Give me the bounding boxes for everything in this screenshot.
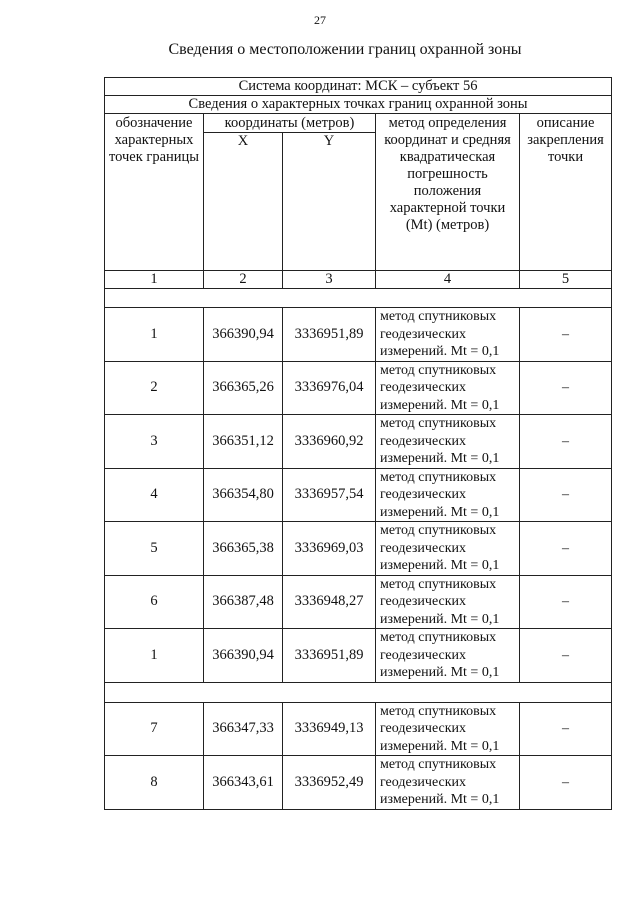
y-coordinate-cell: 3336960,92 [283,415,376,469]
x-coordinate-cell: 366387,48 [204,575,283,629]
point-cell: 3 [105,415,204,469]
y-coordinate-cell: 3336951,89 [283,308,376,362]
table-row [105,308,612,362]
table-row [105,361,612,415]
x-coordinate-cell: 366354,80 [204,468,283,522]
group-separator [105,289,612,308]
table-group-2 [105,702,612,809]
header-x: X [204,133,283,271]
x-coordinate-cell: 366343,61 [204,756,283,810]
method-cell: метод спутниковых геодезических измерений. Mt = 0,1 [376,629,520,683]
method-cell: метод спутниковых геодезических измерений. Mt = 0,1 [376,468,520,522]
y-coordinate-cell: 3336951,89 [283,629,376,683]
y-coordinate-cell: 3336949,13 [283,702,376,756]
description-cell: – [520,702,612,756]
point-cell: 2 [105,361,204,415]
description-cell: – [520,468,612,522]
point-cell: 6 [105,575,204,629]
header-description: описание закрепления точки [520,114,612,271]
section-title-header: Сведения о характерных точках границ охранной зоны [105,96,612,114]
method-cell: метод спутниковых геодезических измерений. Mt = 0,1 [376,756,520,810]
description-cell: – [520,756,612,810]
table-row [105,629,612,683]
x-coordinate-cell: 366365,38 [204,522,283,576]
document-title: Сведения о местоположении границ охранной зоны [168,41,522,58]
y-coordinate-cell: 3336957,54 [283,468,376,522]
description-cell: – [520,629,612,683]
y-coordinate-cell: 3336969,03 [283,522,376,576]
table-row [105,575,612,629]
header-point-designation: обозначение характерных точек границы [105,114,204,271]
method-cell: метод спутниковых геодезических измерений. Mt = 0,1 [376,575,520,629]
point-cell: 1 [105,629,204,683]
x-coordinate-cell: 366390,94 [204,629,283,683]
header-method: метод определения координат и средняя квадратическая погрешность положения характерной точки (Mt) (метров) [376,114,520,271]
y-coordinate-cell: 3336976,04 [283,361,376,415]
table-row [105,756,612,810]
point-cell: 5 [105,522,204,576]
x-coordinate-cell: 366390,94 [204,308,283,362]
coord-system-header: Система координат: МСК – субъект 56 [105,78,612,96]
table-group-1 [105,308,612,683]
method-cell: метод спутниковых геодезических измерений. Mt = 0,1 [376,522,520,576]
table-row [105,702,612,756]
column-number-5: 5 [520,271,612,289]
y-coordinate-cell: 3336952,49 [283,756,376,810]
description-cell: – [520,308,612,362]
method-cell: метод спутниковых геодезических измерений. Mt = 0,1 [376,415,520,469]
table-row [105,468,612,522]
point-cell: 4 [105,468,204,522]
point-cell: 1 [105,308,204,362]
column-number-1: 1 [105,271,204,289]
group-separator [105,682,612,702]
method-cell: метод спутниковых геодезических измерений. Mt = 0,1 [376,361,520,415]
x-coordinate-cell: 366351,12 [204,415,283,469]
method-cell: метод спутниковых геодезических измерений. Mt = 0,1 [376,308,520,362]
column-number-3: 3 [283,271,376,289]
table-row [105,415,612,469]
description-cell: – [520,522,612,576]
header-y: Y [283,133,376,271]
table-row [105,522,612,576]
description-cell: – [520,415,612,469]
header-coordinates: координаты (метров) [204,114,376,133]
description-cell: – [520,361,612,415]
description-cell: – [520,575,612,629]
boundary-points-table [104,77,612,810]
x-coordinate-cell: 366347,33 [204,702,283,756]
y-coordinate-cell: 3336948,27 [283,575,376,629]
method-cell: метод спутниковых геодезических измерений. Mt = 0,1 [376,702,520,756]
point-cell: 8 [105,756,204,810]
x-coordinate-cell: 366365,26 [204,361,283,415]
page-number: 27 [314,13,326,27]
column-number-2: 2 [204,271,283,289]
point-cell: 7 [105,702,204,756]
column-number-4: 4 [376,271,520,289]
